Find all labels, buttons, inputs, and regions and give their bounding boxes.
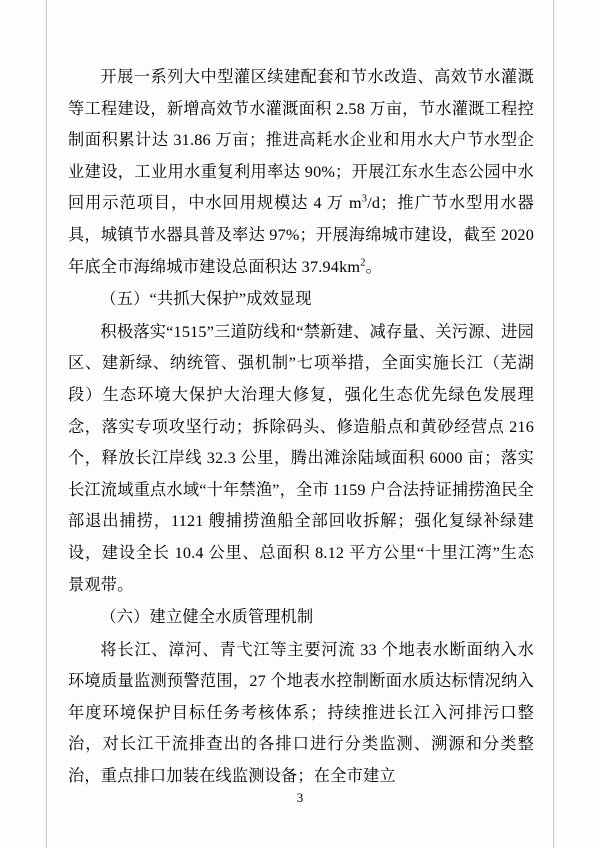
superscript-text: 3: [361, 193, 368, 205]
heading-section-five: （五）“共抓大保护”成效显现: [100, 290, 312, 309]
page-border-left: [46, 0, 47, 848]
paragraph-irrigation-water-saving: 开展一系列大中型灌区续建配套和节水改造、高效节水灌溉等工程建设，新增高效节水灌溉面积 2.58 万亩，节水灌溉工程控制面积累计达 31.86 万亩；推进高耗水企业和用水大户节水型企业建设，工业用水重复利用率达 90%；开展江东水生态公园中水回用示范项目，中水回用规模达 4 万 $m^3/d$；推广节水型用水器具，城镇节水器具普及率达 97%；开展海绵城市建设，截至 2020 年底全市海绵城市建设总面积达 $37.94km^2$。: [68, 68, 534, 276]
superscript-text: 2: [360, 257, 366, 269]
document-body: [68, 62, 534, 794]
paragraph-water-quality-mechanism: 将长江、漳河、青弋江等主要河流 33 个地表水断面纳入水环境质量监测预警范围，27 个地表水控制断面水质达标情况纳入年度环境保护目标任务考核体系；持续推进长江入河排污口整治，对长江干流排查出的各排口进行分类监测、溯源和分类整治，重点排口加装在线监测设备；在全市建立: [68, 640, 534, 786]
page-number: 3: [296, 790, 304, 805]
heading-section-six: （六）建立健全水质管理机制: [100, 608, 314, 627]
paragraph-yangtze-protection: 积极落实“1515”三道防线和“禁新建、减存量、关污源、进园区、建新绿、纳统管、强机制”七项举措，全面实施长江（芜湖段）生态环境大保护大治理大修复，强化生态优先绿色发展理念，落实专项攻坚行动；拆除码头、修造船点和黄砂经营点 216 个，释放长江岸线 32.3 公里，腾出滩涂陆域面积 6000 亩；落实长江流域重点水域“十年禁渔”，全市 1159 户合法持证捕捞渔民全部退出捕捞，1121 艘捕捞渔船全部回收拆解；强化复绿补绿建设，建设全长 10.4 公里、总面积 8.12 平方公里“十里江湾”生态景观带。: [68, 322, 534, 594]
page-border-right: [553, 0, 554, 848]
